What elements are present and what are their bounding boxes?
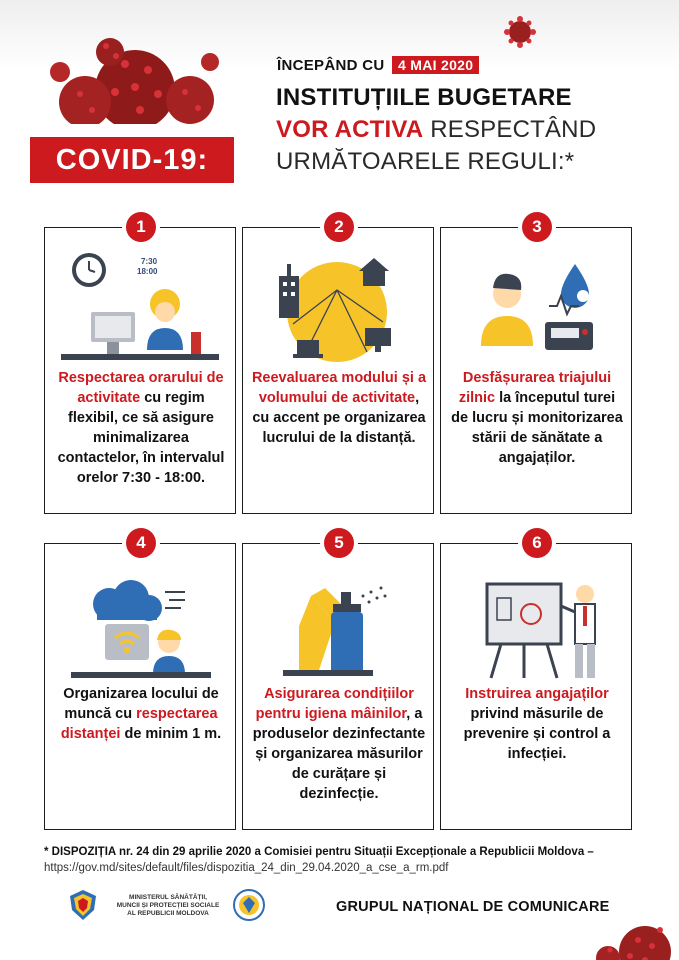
ministry-name: MINISTERUL SĂNĂTĂȚII, MUNCII ȘI PROTECȚIEI SOCIALE AL REPUBLICII MOLDOVA xyxy=(116,894,220,917)
footnote-url[interactable]: https://gov.md/sites/default/files/dispozitia_24_din_29.04.2020_a_cse_a_rm.pdf xyxy=(44,862,449,874)
rule-text-6: Instruirea angajaților privind măsurile de prevenire și control a infecției. xyxy=(463,686,611,762)
rule-card-3 xyxy=(440,227,632,514)
virus-cluster-icon xyxy=(30,12,240,130)
workplace-distance-icon xyxy=(61,566,219,686)
date-badge: 4 MAI 2020 xyxy=(392,56,479,74)
rule-text-2: Reevaluarea modului și a volumului de activitate, cu accent pe organizarea lucrului de la distanță. xyxy=(251,370,427,446)
ministry-coat-of-arms-icon xyxy=(66,888,100,922)
rule-text-3: Desfășurarea triajului zilnic la începutul turei de lucru și monitorizarea stării de sănătate a angajaților. xyxy=(451,370,623,466)
footnote xyxy=(44,844,644,876)
clock-icon xyxy=(72,253,106,287)
rule-number-1: 1 xyxy=(126,212,156,242)
footnote-text: * DISPOZIȚIA nr. 24 din 29 aprilie 2020 a Comisiei pentru Situații Excepționale a Republicii Moldova – xyxy=(44,846,594,858)
remote-worker-icon xyxy=(61,250,219,370)
national-communication-group: GRUPUL NAȚIONAL DE COMUNICARE xyxy=(336,899,610,915)
easel-icon xyxy=(487,584,561,678)
rule-card-1 xyxy=(44,227,236,514)
headline-line1: INSTITUȚIILE BUGETARE xyxy=(276,84,572,111)
city-icon xyxy=(279,264,299,318)
blood-drop-icon xyxy=(561,264,589,308)
rule-card-2 xyxy=(242,227,434,514)
covid-badge: COVID-19: xyxy=(30,137,234,183)
sanitizer-icon xyxy=(259,566,417,686)
laptop-icon xyxy=(293,340,323,358)
rule-number-2: 2 xyxy=(324,212,354,242)
rule-number-5: 5 xyxy=(324,528,354,558)
rule-text-1: Respectarea orarului de activitate cu regim flexibil, ce să asigure minimalizarea contactelor, în intervalul orelor 7:30 - 18:00. xyxy=(57,370,225,486)
rule-card-5 xyxy=(242,543,434,830)
emergency-agency-seal-icon xyxy=(232,888,266,922)
presenter-icon xyxy=(561,585,595,678)
rule-text-4: Organizarea locului de muncă cu respectarea distanței de minim 1 m. xyxy=(60,686,222,742)
globe-network-icon xyxy=(259,250,417,370)
start-prefix: ÎNCEPÂND CU xyxy=(277,57,385,74)
clock-time-2: 18:00 xyxy=(137,267,158,276)
rule-card-4 xyxy=(44,543,236,830)
health-triage-icon xyxy=(457,250,615,370)
thermometer-icon xyxy=(545,322,593,350)
rule-number-4: 4 xyxy=(126,528,156,558)
rule-number-6: 6 xyxy=(522,528,552,558)
clock-time-1: 7:30 xyxy=(141,257,158,266)
rule-number-3: 3 xyxy=(522,212,552,242)
headline-rest: RESPECTÂND xyxy=(430,116,597,143)
doctor-icon xyxy=(481,274,533,346)
headline-line2 xyxy=(276,116,596,144)
start-date-line xyxy=(277,56,479,74)
training-presentation-icon xyxy=(457,566,615,686)
rule-card-6 xyxy=(440,543,632,830)
house-icon xyxy=(359,258,389,286)
headline-red: VOR ACTIVA xyxy=(276,116,424,143)
headline-line3: URMĂTOARELE REGULI:* xyxy=(276,148,575,175)
rule-text-5: Asigurarea condițiilor pentru igiena mâinilor, a produselor dezinfectante și organizarea măsurilor de curățare și dezinfecție. xyxy=(252,686,426,802)
cloud-icon xyxy=(93,580,162,621)
virus-small-icon xyxy=(502,14,538,50)
